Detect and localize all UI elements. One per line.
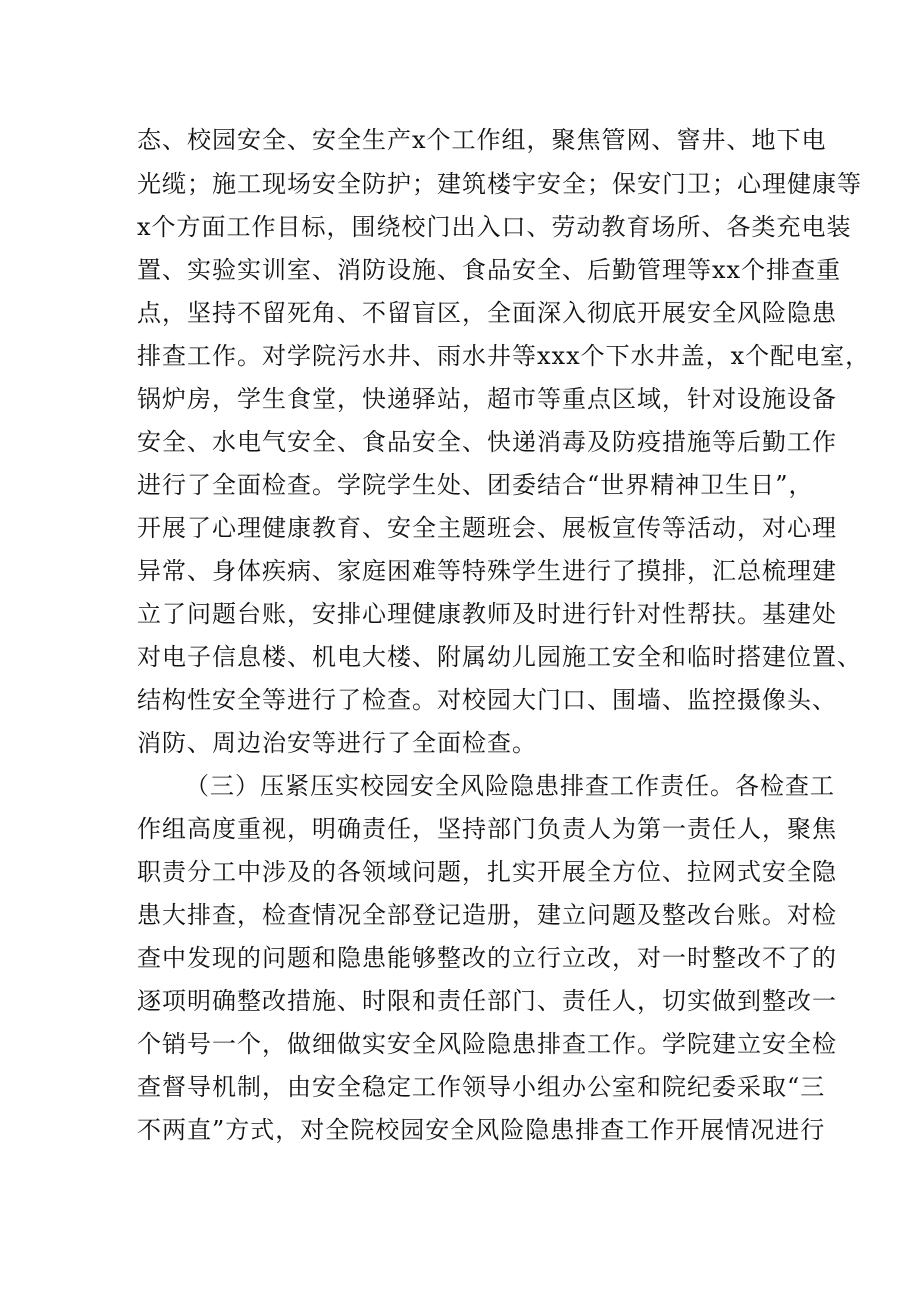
text-line: 安全、水电气安全、食品安全、快递消毒及防疫措施等后勤工作 <box>137 428 837 456</box>
text-line: 职责分工中涉及的各领域问题，扎实开展全方位、拉网式安全隐 <box>137 858 837 886</box>
text-line: 对电子信息楼、机电大楼、附属幼儿园施工安全和临时搭建位置、 <box>137 643 862 671</box>
text-line: 立了问题台账，安排心理健康教师及时进行针对性帮扶。基建处 <box>137 600 837 628</box>
text-line: 开展了心理健康教育、安全主题班会、展板宣传等活动，对心理 <box>137 514 837 542</box>
text-line: 消防、周边治安等进行了全面检查。 <box>137 729 537 757</box>
text-line: 光缆；施工现场安全防护；建筑楼宇安全；保安门卫；心理健康等 <box>137 170 862 198</box>
section-heading-line: （三）压紧压实校园安全风险隐患排查工作责任。各检查工 <box>185 772 835 800</box>
text-line: 异常、身体疾病、家庭困难等特殊学生进行了摸排，汇总梳理建 <box>137 557 837 585</box>
text-line: 个销号一个，做细做实安全风险隐患排查工作。学院建立安全检 <box>137 1030 837 1058</box>
text-line: 排查工作。对学院污水井、雨水井等xxx个下水井盖，x个配电室， <box>137 342 871 370</box>
text-line: 不两直”方式，对全院校园安全风险隐患排查工作开展情况进行 <box>137 1116 826 1144</box>
text-line: 查督导机制，由安全稳定工作领导小组办公室和院纪委采取“三 <box>137 1073 826 1101</box>
text-line: 置、实验实训室、消防设施、食品安全、后勤管理等xx个排查重 <box>137 256 842 284</box>
text-line: 逐项明确整改措施、时限和责任部门、责任人，切实做到整改一 <box>137 987 837 1015</box>
text-line: 进行了全面检查。学院学生处、团委结合“世界精神卫生日”， <box>137 471 814 499</box>
text-line: 锅炉房，学生食堂，快递驿站，超市等重点区域，针对设施设备 <box>137 385 837 413</box>
text-line: 态、校园安全、安全生产x个工作组，聚焦管网、窨井、地下电 <box>137 126 827 154</box>
text-line: 患大排查，检查情况全部登记造册，建立问题及整改台账。对检 <box>137 901 837 929</box>
text-line: 查中发现的问题和隐患能够整改的立行立改，对一时整改不了的 <box>137 944 837 972</box>
text-line: 点，坚持不留死角、不留盲区，全面深入彻底开展安全风险隐患 <box>137 299 837 327</box>
text-line: 结构性安全等进行了检查。对校园大门口、围墙、监控摄像头、 <box>137 686 837 714</box>
text-line: x个方面工作目标，围绕校门出入口、劳动教育场所、各类充电装 <box>137 213 852 241</box>
text-line: 作组高度重视，明确责任，坚持部门负责人为第一责任人，聚焦 <box>137 815 837 843</box>
